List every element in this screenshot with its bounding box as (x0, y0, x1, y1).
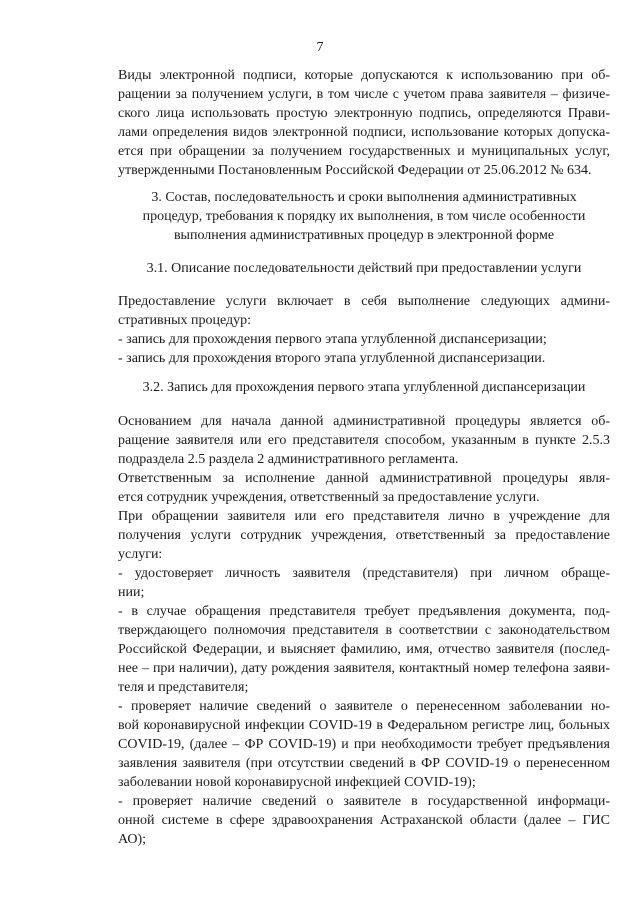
text-line: заболевании новой коронавирусной инфекцией COVID-19); (118, 775, 476, 790)
text-line: При обращении заявителя или его представителя лично в учреждение для (118, 509, 610, 524)
heading-line: процедур, требования к порядку их выполнения, в том числе особенности (142, 209, 586, 224)
text-line: АО); (118, 832, 147, 847)
text-line: - в случае обращения представителя требует предъявления документа, под- (118, 604, 610, 619)
text-line: Предоставление услуги включает в себя выполнение следующих админи- (118, 294, 610, 309)
text-line: онной системе в сфере здравоохранения Астраханской области (далее – ГИС (118, 813, 610, 828)
text-line: Основанием для начала данной административной процедуры является об- (118, 414, 610, 429)
paragraph-personal-visit (118, 507, 610, 564)
text-line: ского лица использовать простую электронную подпись, определяются Прави- (118, 106, 610, 121)
text-line: тверждающего полномочия представителя в соответствии с законодательством (118, 623, 610, 638)
text-line: - удостоверяет личность заявителя (представителя) при личном обраще- (118, 566, 610, 581)
text-line: ращение заявителя или его представителя способом, указанным в пункте 2.5.3 (118, 433, 610, 448)
section-3-heading (118, 188, 610, 245)
paragraph-gis-ao (118, 792, 610, 849)
heading-line: 3. Состав, последовательность и сроки выполнения административных (151, 190, 577, 205)
heading-line: выполнения административных процедур в электронной форме (173, 228, 555, 243)
text-line: стративных процедур: (118, 313, 251, 328)
subsection-3-1-heading (118, 259, 610, 278)
text-line: Виды электронной подписи, которые допускаются к использованию при об- (118, 68, 610, 83)
heading-line: 3.1. Описание последовательности действий при предоставлении услуги (146, 261, 582, 276)
list-item: - запись для прохождения второго этапа углубленной диспансеризации. (118, 351, 546, 366)
text-line: заявления заявителя (при отсутствии сведений в ФР COVID-19 о перенесенном (118, 756, 610, 771)
paragraph-signature-types (118, 66, 610, 180)
text-line: - проверяет наличие сведений о заявителе в государственной информаци- (118, 794, 610, 809)
text-line: Ответственным за исполнение данной административной процедуры явля- (118, 471, 610, 486)
text-line: лами определения видов электронной подписи, использование которых допуска- (118, 125, 610, 140)
heading-line: 3.2. Запись для прохождения первого этапа углубленной диспансеризации (142, 380, 586, 395)
text-line: получения услуги сотрудник учреждения, ответственный за предоставление (118, 528, 610, 543)
text-line: вой коронавирусной инфекции COVID-19 в Федеральном регистре лиц, больных (118, 718, 610, 733)
paragraph-responsible (118, 469, 610, 507)
list-item: - запись для прохождения первого этапа углубленной диспансеризации; (118, 332, 547, 347)
paragraph-covid-register (118, 697, 610, 792)
subsection-3-2-heading (118, 378, 610, 397)
paragraph-identity (118, 564, 610, 602)
text-line: ется сотрудник учреждения, ответственный за предоставление услуги. (118, 490, 540, 505)
text-line: нее – при наличии), дату рождения заявителя, контактный номер телефона заяви- (118, 661, 610, 676)
text-line: услуги: (118, 547, 163, 562)
text-line: ращении за получением услуги, в том числе с учетом права заявителя – физиче- (118, 87, 610, 102)
text-line: Российской Федерации, и выясняет фамилию, имя, отчество заявителя (послед- (118, 642, 610, 657)
page-number: 7 (316, 40, 324, 55)
text-line: нии; (118, 585, 145, 600)
text-line: ется при обращении за получением государственных и муниципальных услуг, (118, 144, 610, 159)
text-line: - проверяет наличие сведений о заявителе о перенесенном заболевании но- (118, 699, 610, 714)
text-line: COVID-19, (далее – ФР COVID-19) и при необходимости требует предъявления (118, 737, 610, 752)
text-line: теля и представителя; (118, 680, 249, 695)
paragraph-representative (118, 602, 610, 697)
paragraph-basis (118, 412, 610, 469)
text-line: подраздела 2.5 раздела 2 административного регламента. (118, 452, 459, 467)
text-line: утвержденными Постановленным Российской Федерации от 25.06.2012 № 634. (118, 163, 592, 178)
paragraph-procedures (118, 292, 610, 368)
